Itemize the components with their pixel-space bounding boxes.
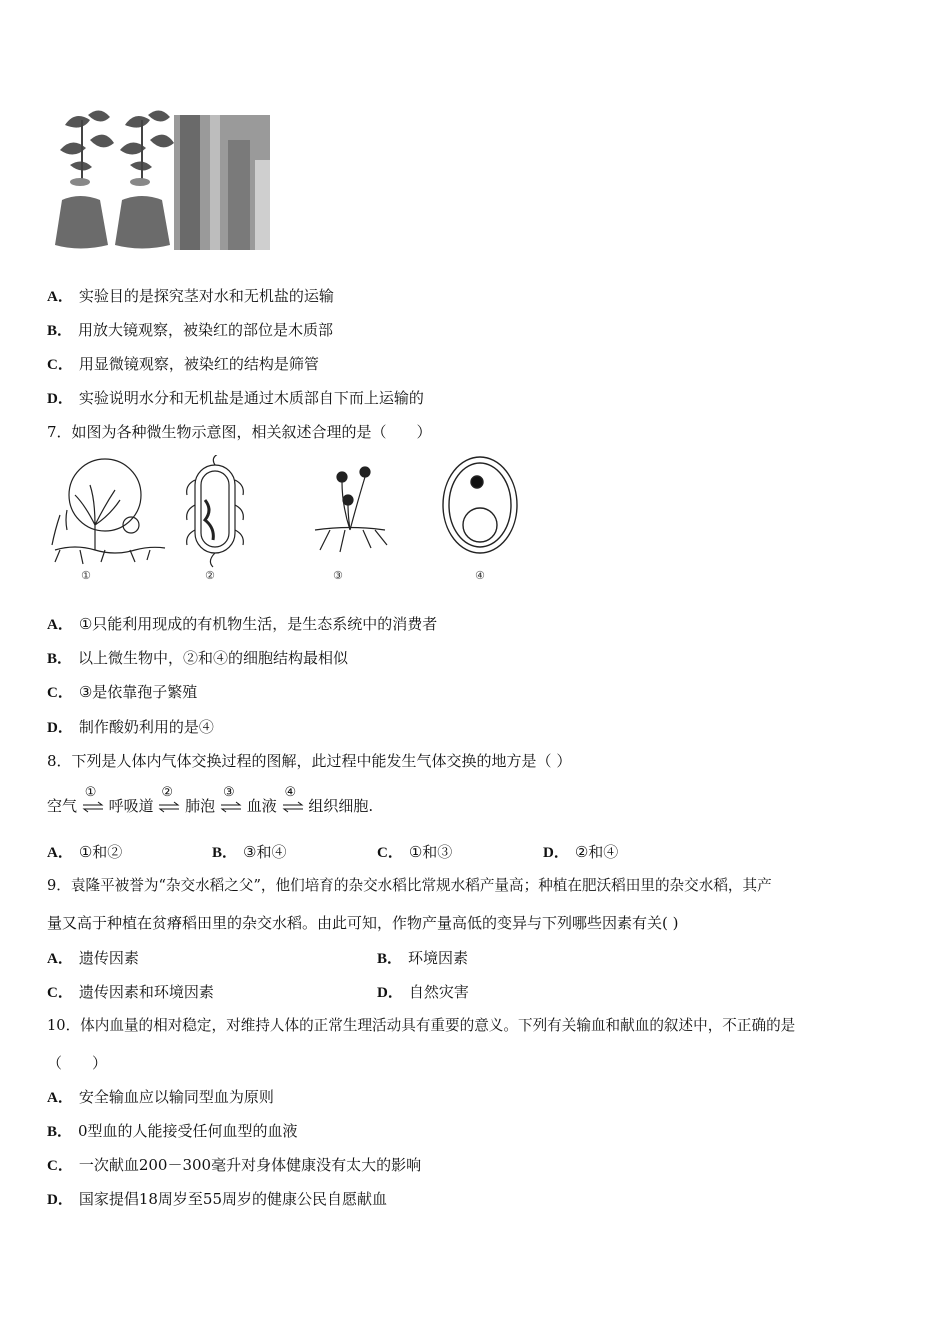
q8-option-c: C． ①和③ <box>377 843 453 861</box>
q7-stem: 7．如图为各种微生物示意图，相关叙述合理的是（ ） <box>47 423 432 441</box>
microbe-2-label: ② <box>205 569 215 582</box>
microbes-diagram <box>45 455 525 585</box>
microbe-4-yeast <box>443 457 517 553</box>
microbe-3-fungus <box>315 467 387 552</box>
q7-microbe-figures <box>45 455 525 585</box>
q7-option-c: C． ③是依靠孢子繁殖 <box>47 683 198 701</box>
plant-staining-photo <box>50 100 272 252</box>
q7-option-b: B． 以上微生物中，②和④的细胞结构最相似 <box>47 649 349 667</box>
flow-node-airway: 呼吸道 <box>108 797 154 815</box>
q9-stem-line-2: 量又高于种植在贫瘠稻田里的杂交水稻。由此可知，作物产量高低的变异与下列哪些因素有关( ) <box>47 914 679 932</box>
q6-experiment-figure <box>50 100 272 252</box>
q8-stem: 8．下列是人体内气体交换过程的图解，此过程中能发生气体交换的地方是（ ） <box>47 752 572 770</box>
q10-stem-line-2: （ ） <box>47 1054 108 1072</box>
flow-arrow-1 <box>82 785 104 813</box>
flow-node-alveoli: 肺泡 <box>185 797 216 815</box>
microbe-4-label: ④ <box>475 569 485 582</box>
q10-stem-line-1: 10．体内血量的相对稳定，对维持人体的正常生理活动具有重要的意义。下列有关输血和献血的叙述中，不正确的是 <box>47 1017 796 1034</box>
q8-gas-exchange-flow <box>47 785 374 816</box>
q10-option-c: C． 一次献血200－300毫升对身体健康没有太大的影响 <box>47 1156 422 1174</box>
q7-option-a: A． ①只能利用现成的有机物生活，是生态系统中的消费者 <box>47 615 438 633</box>
flow-node-air: 空气 <box>47 797 78 815</box>
q10-option-a: A． 安全输血应以输同型血为原则 <box>47 1088 274 1106</box>
q6-option-c: C． 用显微镜观察，被染红的结构是筛管 <box>47 355 319 373</box>
microbe-1-label: ① <box>81 569 91 582</box>
q10-option-d: D． 国家提倡18周岁至55周岁的健康公民自愿献血 <box>47 1190 388 1208</box>
flow-arrow-1-label: ① <box>84 785 97 800</box>
q8-option-d: D． ②和④ <box>543 843 619 861</box>
q8-option-b: B． ③和④ <box>212 843 287 861</box>
flow-arrow-3 <box>220 785 242 813</box>
q9-option-d: D． 自然灾害 <box>377 983 469 1001</box>
microbe-3-label: ③ <box>333 569 343 582</box>
q9-stem-line-1: 9．袁隆平被誉为“杂交水稻之父”，他们培育的杂交水稻比常规水稻产量高；种植在肥沃稻田里的杂交水稻，其产 <box>47 877 772 894</box>
flow-node-blood: 血液 <box>246 797 277 815</box>
flow-arrow-4 <box>282 785 304 813</box>
flow-arrow-4-label: ④ <box>284 785 297 800</box>
flow-arrow-2-label: ② <box>161 785 174 800</box>
q9-option-b: B． 环境因素 <box>377 949 469 967</box>
q6-option-d: D． 实验说明水分和无机盐是通过木质部自下而上运输的 <box>47 389 424 407</box>
microbe-1-mold <box>52 459 165 564</box>
q8-option-a: A． ①和② <box>47 843 123 861</box>
q6-option-a: A． 实验目的是探究茎对水和无机盐的运输 <box>47 287 334 305</box>
q6-option-b: B． 用放大镜观察，被染红的部位是木质部 <box>47 321 334 339</box>
flow-node-tissue-cells: 组织细胞. <box>308 797 374 815</box>
microbe-2-bacterium <box>187 455 244 567</box>
q9-option-c: C． 遗传因素和环境因素 <box>47 983 214 1001</box>
flow-arrow-2 <box>158 785 180 813</box>
q10-option-b: B． 0型血的人能接受任何血型的血液 <box>47 1122 298 1140</box>
flow-arrow-3-label: ③ <box>222 785 235 800</box>
q9-option-a: A． 遗传因素 <box>47 949 139 967</box>
q7-option-d: D． 制作酸奶利用的是④ <box>47 718 214 736</box>
